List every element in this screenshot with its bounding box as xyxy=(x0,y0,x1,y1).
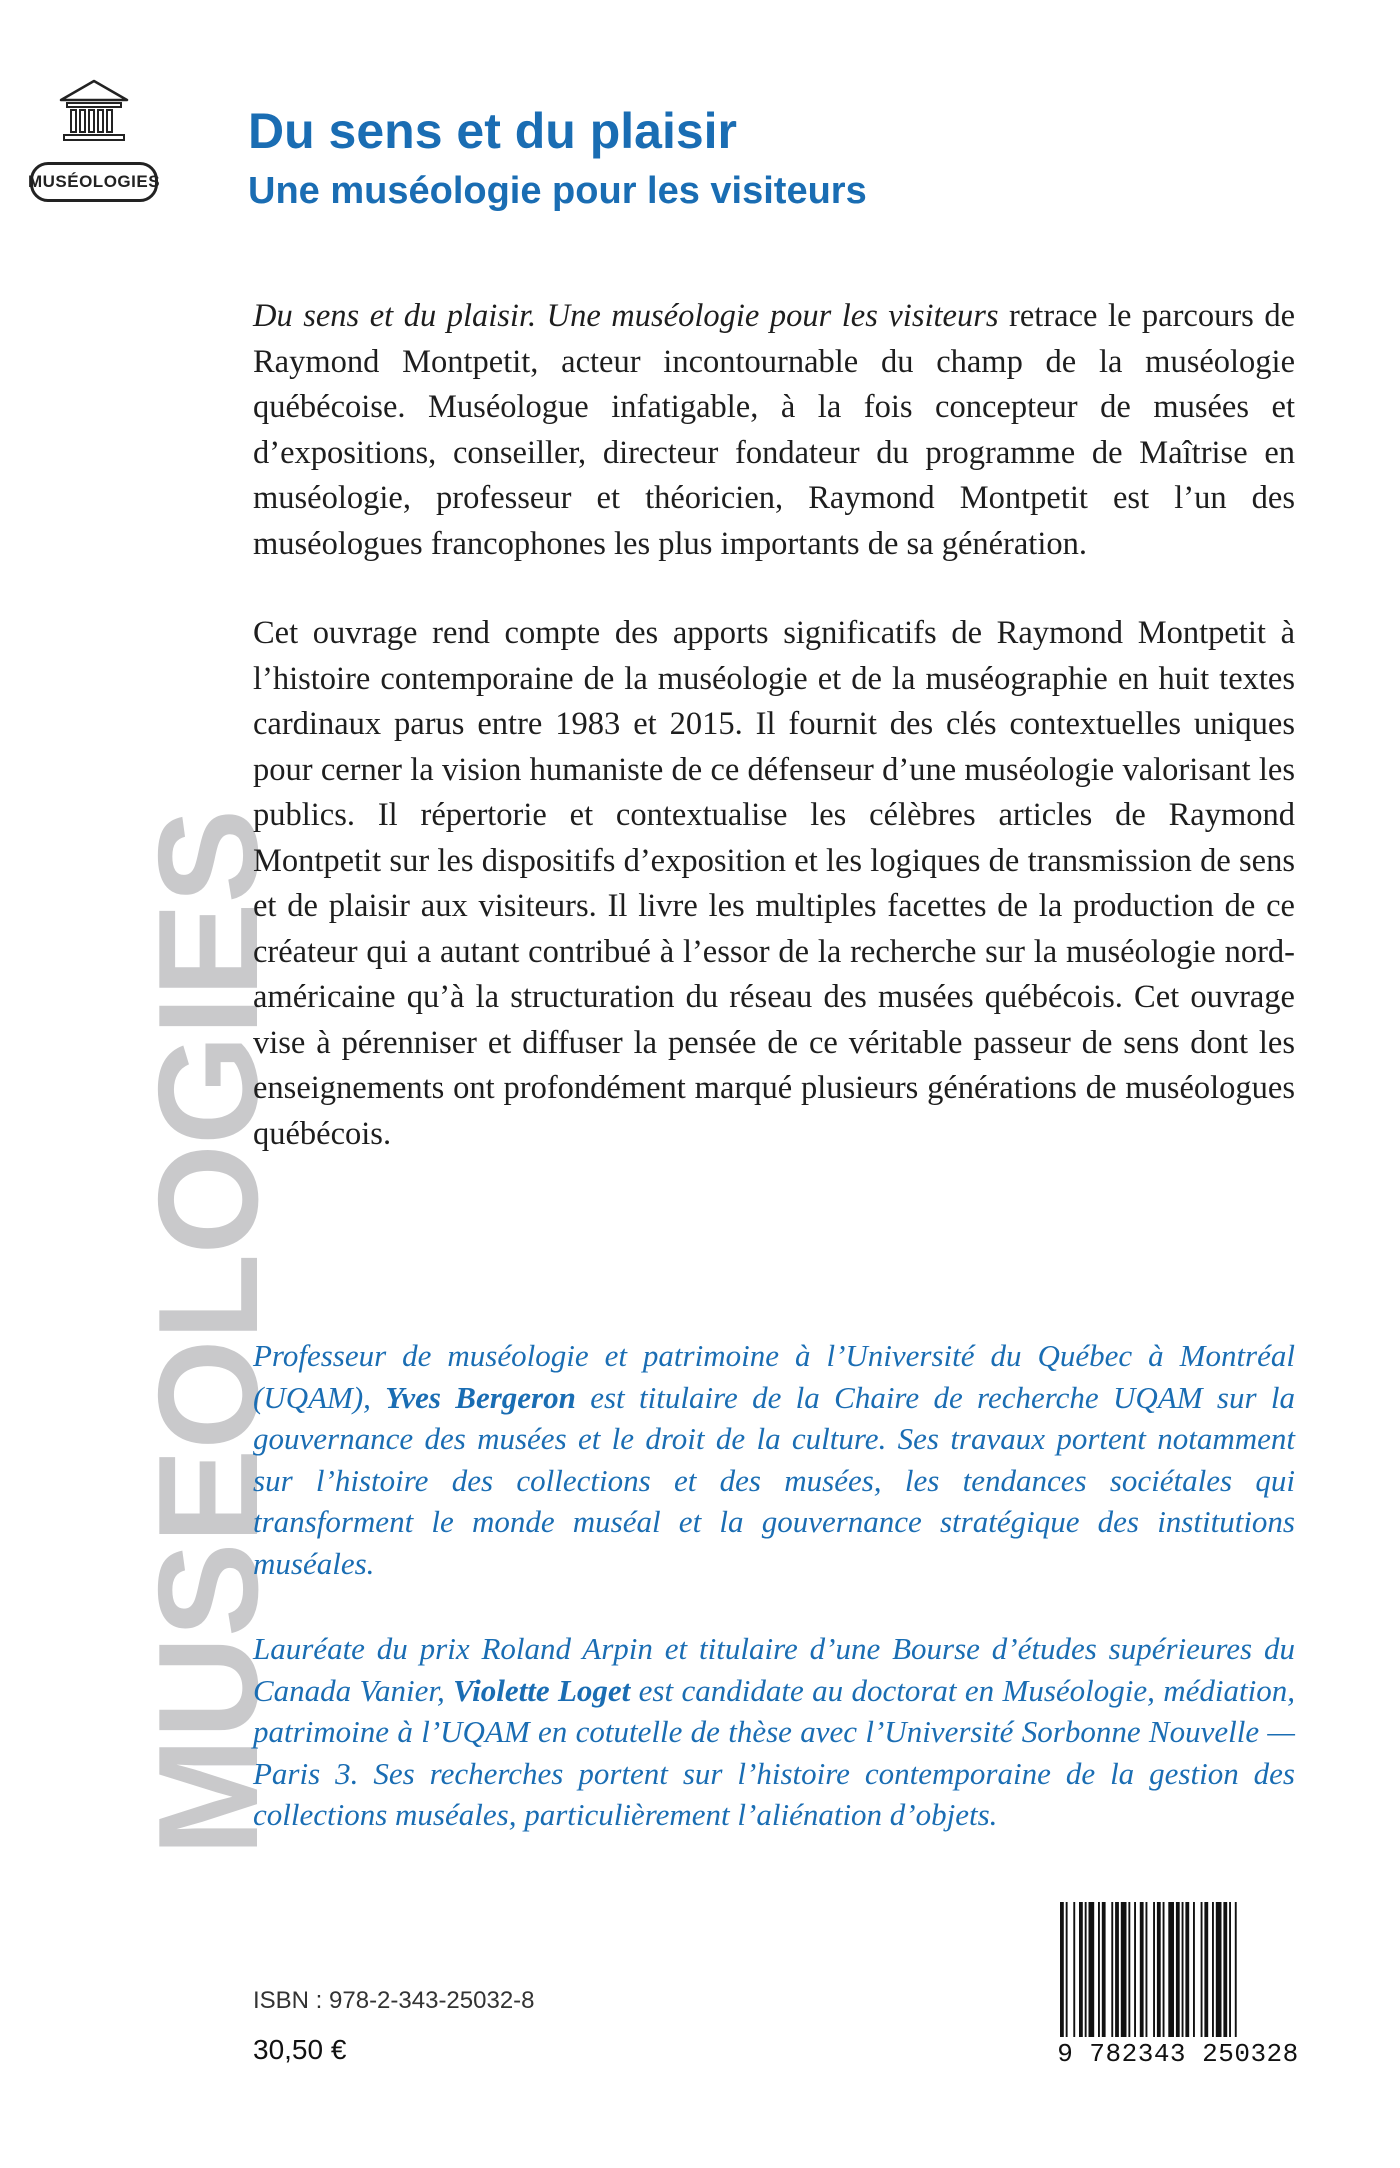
book-subtitle: Une muséologie pour les visiteurs xyxy=(248,170,867,212)
barcode-bar xyxy=(1153,1902,1155,2037)
isbn: ISBN : 978-2-343-25032-8 xyxy=(253,1987,535,2014)
author-name: Yves Bergeron xyxy=(385,1379,576,1415)
barcode-bar xyxy=(1085,1902,1087,2037)
barcode-bar xyxy=(1176,1902,1180,2037)
barcode xyxy=(1058,1902,1298,2037)
description-paragraph xyxy=(253,294,1295,567)
barcode-bar xyxy=(1115,1902,1119,2037)
book-title: Du sens et du plaisir xyxy=(248,103,738,159)
barcode-bar xyxy=(1168,1902,1174,2037)
author-bio xyxy=(253,1628,1295,1836)
barcode-bar xyxy=(1128,1902,1130,2037)
barcode-bar xyxy=(1102,1902,1106,2037)
barcode-bar xyxy=(1163,1902,1165,2037)
barcode-bar xyxy=(1223,1902,1227,2037)
barcode-bar xyxy=(1212,1902,1214,2037)
description-paragraph: Cet ouvrage rend compte des apports significatifs de Raymond Montpetit à l’histoire contemporaine de la muséologie et de la muséographie en huit textes cardinaux parus entre 1983 et 2015. Il fournit des clés contextuelles uniques pour cerner la vision humaniste de ce défenseur d’une muséologie valorisant les publics. Il répertorie et contextualise les célèbres articles de Raymond Montpetit sur les dispositifs d’exposition et les logiques de transmission de sens et de plaisir aux visiteurs. Il livre les multiples facettes de la production de ce créateur qui a autant contribué à l’essor de la recherche sur la muséologie nord-américaine qu’à la structuration du réseau des musées québécois. Cet ouvrage vise à pérenniser et diffuser la pensée de ce véritable passeur de sens dont les enseignements ont profondément marqué plusieurs générations de muséologues québécois. xyxy=(253,615,1295,1152)
bio-text: est candidate au doctorat en Muséologie, médiation, patrimoine à l’UQAM en cotutelle de thèse avec l’Université Sorbonne Nouvelle — Paris 3. Ses recherches portent sur l’histoire contemporaine de la gestion des collections muséales, particulièrement l’aliénation d’objets. xyxy=(253,1672,1295,1832)
museum-building-icon xyxy=(58,78,130,144)
barcode-bar xyxy=(1140,1902,1144,2037)
barcode-bar xyxy=(1121,1902,1127,2037)
barcode-bar xyxy=(1146,1902,1148,2037)
barcode-bar xyxy=(1216,1902,1222,2037)
barcode-bar xyxy=(1193,1902,1195,2037)
bio-text: Professeur de muséologie et patrimoine à l’Université du Québec à Montréal (UQAM), xyxy=(253,1338,1295,1415)
barcode-bar xyxy=(1204,1902,1208,2037)
barcode-bar xyxy=(1073,1902,1075,2037)
series-spine-word: MUSEOLOGIES xyxy=(129,809,288,1856)
series-label: MUSÉOLOGIES xyxy=(30,162,158,202)
bio-text: est titulaire de la Chaire de recherche UQAM sur la gouvernance des musées et le droit de la culture. Ses travaux portent notamment sur l’histoire des collections et des musées, les tendances sociétales qui transforment le monde muséal et la gouvernance stratégique des institutions muséales. xyxy=(253,1379,1295,1581)
barcode-bar xyxy=(1229,1902,1231,2037)
bio-text: Lauréate du prix Roland Arpin et titulaire d’une Bourse d’études supérieures du Canada Vanier, xyxy=(253,1631,1295,1708)
barcode-bar xyxy=(1201,1902,1203,2037)
barcode-bar xyxy=(1089,1902,1095,2037)
author-bio xyxy=(253,1335,1295,1584)
barcode-digits: 9 782343 250328 xyxy=(1057,2039,1299,2069)
barcode-bar xyxy=(1185,1902,1189,2037)
barcode-bar xyxy=(1111,1902,1113,2037)
author-name: Violette Loget xyxy=(453,1672,631,1708)
barcode-bar xyxy=(1134,1902,1136,2037)
title-reference: Du sens et du plaisir. Une muséologie pour les visiteurs xyxy=(253,298,999,334)
barcode-bar xyxy=(1098,1902,1100,2037)
series-logo xyxy=(26,78,164,214)
barcode-bar xyxy=(1079,1902,1083,2037)
barcode-bar xyxy=(1235,1902,1237,2037)
barcode-bar xyxy=(1157,1902,1161,2037)
barcode-bar xyxy=(1182,1902,1184,2037)
price: 30,50 € xyxy=(253,2034,347,2065)
barcode-bar xyxy=(1066,1902,1068,2037)
barcode-bar xyxy=(1060,1902,1064,2037)
description-text: retrace le parcours de Raymond Montpetit, acteur incontournable du champ de la muséologie québécoise. Muséologue infatigable, à la fois concepteur de musées et d’expositions, conseiller, directeur fondateur du programme de Maîtrise en muséologie, professeur et théoricien, Raymond Montpetit est l’un des muséologues francophones les plus importants de sa génération. xyxy=(253,298,1296,562)
